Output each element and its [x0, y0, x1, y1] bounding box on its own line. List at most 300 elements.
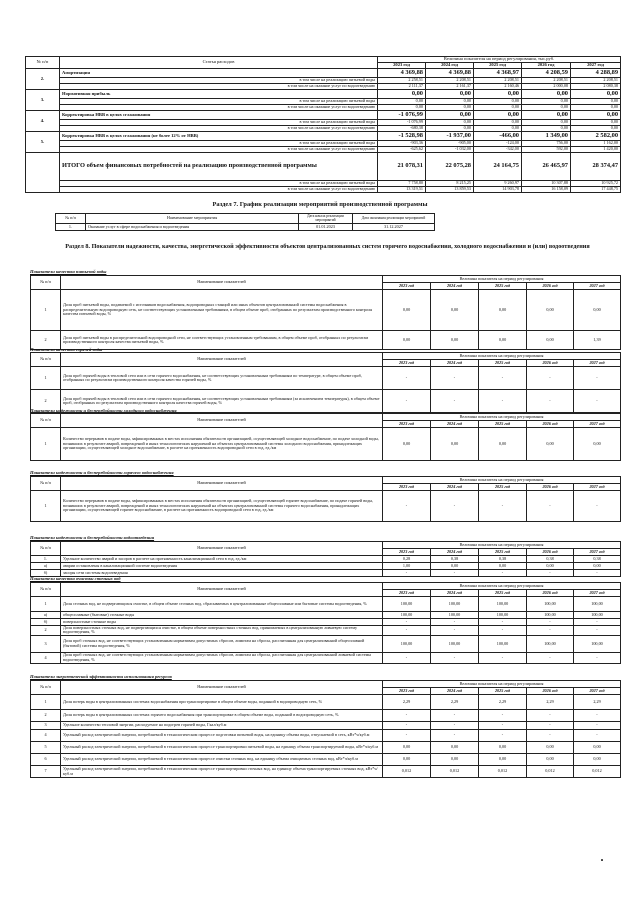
row-value: 4 369,88: [426, 69, 474, 78]
row-text: Удельный расход электрической энергии, потребляемой в технологическом процессе подготовки питьевой воды, на единицу объема воды, отпускаемой в сеть, кВт*ч/куб.м: [61, 730, 383, 742]
row-text: Удельное количество тепловой энергии, расходуемое на подогрев горячей воды, Гкал/куб.м: [61, 722, 383, 730]
col-article-header: Статья расходов: [60, 57, 378, 69]
indicator-row: [31, 710, 621, 722]
row-value: -: [527, 626, 574, 636]
indicator-table: [30, 275, 621, 350]
row-value: 1,39: [574, 331, 621, 350]
col-name-header: Наименование показателей: [61, 542, 383, 556]
year-header: 2025 год: [479, 484, 527, 491]
row-value: 0,00: [479, 290, 527, 331]
row-value: 0,012: [527, 766, 574, 778]
row-value: 0,00: [527, 290, 574, 331]
row-number: 5.: [26, 132, 60, 153]
subrow-value: 0,00: [571, 126, 621, 132]
col-name-header: Наименование показателей: [61, 583, 383, 597]
row-value: 0,012: [383, 766, 431, 778]
year-header: 2025 год: [479, 283, 527, 290]
subrow-value: 0,00: [426, 126, 474, 132]
col-num-header: № п/п: [31, 542, 61, 556]
indicator-table: [30, 476, 621, 522]
subrow-value: 14 903,78: [474, 187, 522, 193]
subrow-value: 0,00: [571, 99, 621, 105]
subrow-label: в том числе на реализацию питьевой воды: [60, 120, 378, 126]
row-number: 1: [31, 428, 61, 461]
col-num-header: № п/п: [26, 57, 60, 69]
total-row: [26, 153, 621, 181]
row-value: 0,38: [574, 556, 621, 563]
row-value: -1 937,00: [426, 132, 474, 141]
expense-row: [26, 69, 621, 78]
row-value: -: [383, 730, 431, 742]
row-value: 100,00: [383, 612, 431, 619]
year-header: 2027 год: [571, 63, 621, 69]
row-value: 0,00: [426, 90, 474, 99]
indicator-header-row: [31, 583, 621, 590]
row-value: -: [431, 491, 479, 522]
subrow-value: 0,00: [426, 120, 474, 126]
subrow-value: 0,00: [522, 120, 571, 126]
row-number: 4.: [26, 111, 60, 132]
row-value: 0,00: [431, 563, 479, 570]
subrow-value: 2 111,37: [378, 84, 426, 90]
row-number: 4: [31, 652, 61, 663]
row-value: -: [431, 652, 479, 663]
row-value: 0,00: [474, 111, 522, 120]
row-value: -: [383, 491, 431, 522]
row-text: Удельный расход электрической энергии, потребляемой в технологическом процессе транспортировки питьевой воды, на единицу объема транспортируемой воды, кВт*ч/куб.м: [61, 742, 383, 754]
indicator-table: [30, 352, 621, 413]
row-value: -: [383, 710, 431, 722]
total-number: [26, 153, 60, 193]
subrow-value: -1 076,99: [378, 120, 426, 126]
subrow-value: -680,38: [378, 126, 426, 132]
subrow-value: -625,62: [378, 147, 426, 153]
subrow-value: 756,00: [522, 141, 571, 147]
row-value: 0,00: [527, 563, 574, 570]
row-text: Доля проб горячей воды в тепловой сети или в сети горячего водоснабжения, не соответствующих установленным требованиям по температуре, в общем объеме проб, отобранных по результатам производственного контроля качества горячей воды, %: [61, 367, 383, 390]
row-number: 3.: [26, 90, 60, 111]
total-value: 26 465,97: [522, 153, 571, 181]
scan-speck: [601, 859, 603, 861]
subrow-value: 2 208,51: [474, 78, 522, 84]
row-value: -: [527, 570, 574, 577]
col-num-header: № п/п: [31, 477, 61, 491]
row-number: 1: [31, 695, 61, 710]
row-value: 100,00: [574, 612, 621, 619]
row-value: -: [574, 626, 621, 636]
row-value: -: [574, 710, 621, 722]
row-number: б): [31, 619, 61, 626]
row-text: общесплавные (бытовые) сточные воды: [61, 612, 383, 619]
row-value: 0,00: [479, 754, 527, 766]
row-number: 3: [31, 722, 61, 730]
row-end-date: 31.12.2027: [353, 224, 435, 231]
indicator-row: [31, 626, 621, 636]
col-name-header: Наименование показателей: [61, 276, 383, 290]
row-value: -466,00: [474, 132, 522, 141]
row-value: -: [574, 730, 621, 742]
row-value: 100,00: [527, 635, 574, 652]
subrow-value: 2 208,51: [522, 78, 571, 84]
row-value: -: [574, 619, 621, 626]
year-header: 2027 год: [574, 484, 621, 491]
year-header: 2025 год: [479, 360, 527, 367]
subrow-value: 16 158,09: [522, 187, 571, 193]
subrow-value: -1 032,00: [426, 147, 474, 153]
row-value: 100,00: [383, 635, 431, 652]
subrow-label: в том числе на реализацию питьевой воды: [60, 99, 378, 105]
row-value: 1 349,00: [522, 132, 571, 141]
subrow-value: 0,00: [522, 105, 571, 111]
row-text: Количество перерывов в подаче воды, зафиксированных в местах исполнения обязательств организацией, осуществляющей холодное водоснабжение, по подаче холодной воды, возникших в результате аварий, повреждений и иных технологических нарушений на объектах централизованной системы холодного водоснабжения, принадлежащих организации, осуществляющей холодное водоснабжение, в расчете на протяженность водопроводной сети в год, ед./км: [61, 428, 383, 461]
expenses-table: [25, 56, 621, 193]
row-number: 3: [31, 635, 61, 652]
row-value: 0,00: [383, 331, 431, 350]
subrow-label: в том числе на оказание услуг по водоотведению: [60, 84, 378, 90]
row-value: 0,00: [479, 742, 527, 754]
col-group-header: Величина показателя на период регулирования: [383, 681, 621, 688]
row-value: -: [479, 570, 527, 577]
row-value: -: [479, 367, 527, 390]
year-header: 2027 год: [574, 421, 621, 428]
year-header: 2027 год: [574, 549, 621, 556]
row-value: -: [431, 730, 479, 742]
col-name-header: Наименование показателей: [61, 477, 383, 491]
row-value: 2,29: [574, 695, 621, 710]
row-value: 0,00: [383, 428, 431, 461]
subrow-value: 0,00: [474, 105, 522, 111]
row-value: 0,00: [571, 111, 621, 120]
year-header: 2026 год: [527, 590, 574, 597]
row-name: Корректировка НВВ в целях сглаживания (не более 12% от НВВ): [60, 132, 378, 141]
row-value: -: [383, 722, 431, 730]
indicator-row: [31, 652, 621, 663]
row-number: 2.: [26, 69, 60, 90]
indicator-header-row: [31, 353, 621, 360]
indicator-table: [30, 582, 621, 664]
row-value: -: [383, 619, 431, 626]
row-text: Доля проб горячей воды в тепловой сети или в сети горячего водоснабжения, не соответствующих установленным требованиям (за исключением температуры), в общем объеме проб, отобранных по результатам производственного контроля качества горячей воды, %: [61, 390, 383, 413]
row-value: 4 368,97: [474, 69, 522, 78]
group-title: Показатели качества горячей воды: [30, 347, 103, 352]
row-value: -1 076,99: [378, 111, 426, 120]
indicator-row: [31, 766, 621, 778]
year-header: 2025 год: [474, 63, 522, 69]
indicator-row: [31, 331, 621, 350]
indicator-header-row: [31, 542, 621, 549]
row-value: 100,00: [479, 597, 527, 612]
subrow-value: 0,00: [571, 120, 621, 126]
subrow-label: в том числе на оказание услуг по водоотведению: [60, 126, 378, 132]
year-header: 2025 год: [479, 688, 527, 695]
row-value: -: [574, 652, 621, 663]
row-text: Удельный расход электрической энергии, потребляемой в технологическом процессе очистки сточных вод, на единицу объема очищаемых сточных вод, кВт*ч/куб.м: [61, 754, 383, 766]
row-value: -: [574, 570, 621, 577]
row-value: 0,00: [431, 290, 479, 331]
row-value: -: [431, 367, 479, 390]
subrow-value: 2 080,38: [571, 84, 621, 90]
row-value: 0,00: [431, 331, 479, 350]
row-text: Доля сточных вод, не подвергающихся очистке, в общем объеме сточных вод, сбрасываемых в централизованные общесплавные или бытовые системы водоотведения, %: [61, 597, 383, 612]
year-header: 2026 год: [527, 283, 574, 290]
row-number: 5: [31, 742, 61, 754]
col-group-header: Величина показателя на период регулирования: [383, 583, 621, 590]
row-value: -: [431, 570, 479, 577]
row-number: 2: [31, 710, 61, 722]
row-value: 100,00: [574, 635, 621, 652]
year-header: 2026 год: [527, 484, 574, 491]
row-text: аварии остановлены в канализационной системе водоотведения: [61, 563, 383, 570]
year-header: 2025 год: [479, 590, 527, 597]
subrow-value: 7 758,80: [378, 181, 426, 187]
subrow-value: 0,00: [571, 105, 621, 111]
total-value: 22 075,28: [426, 153, 474, 181]
row-name: Нормативная прибыль: [60, 90, 378, 99]
row-value: 0,00: [431, 754, 479, 766]
total-subrow: [26, 187, 621, 193]
row-text: Доля проб питьевой воды, подаваемой с источников водоснабжения, водопроводных станций или иных объектов централизованной системы водоснабжения в распределительную водопроводную сеть, не соответствующих установленным требованиям, в общем объеме проб, отобранных по результатам производственного контроля качества питьевой воды, %: [61, 290, 383, 331]
row-value: 0,00: [522, 90, 571, 99]
row-value: -: [527, 491, 574, 522]
subrow-value: 0,00: [378, 99, 426, 105]
col-end-header: Дата окончания реализации мероприятий: [353, 214, 435, 224]
subrow-value: 8 215,25: [426, 181, 474, 187]
expense-row: [26, 111, 621, 120]
indicator-row: [31, 290, 621, 331]
row-value: -: [479, 619, 527, 626]
year-header: 2026 год: [527, 360, 574, 367]
section8-title: Раздел 8. Показатели надежности, качества, энергетической эффективности объектов централизованных систем горячего водоснабжения, холодного водоснабжения и (или) водоотведения: [65, 243, 590, 250]
row-value: 100,00: [431, 597, 479, 612]
year-header: 2026 год: [522, 63, 571, 69]
subrow-label: в том числе на оказание услуг по водоотведению: [60, 147, 378, 153]
subrow-label: в том числе на оказание услуг по водоотведению: [60, 105, 378, 111]
row-value: 100,00: [431, 635, 479, 652]
row-value: 0,00: [383, 742, 431, 754]
row-value: 0,00: [378, 90, 426, 99]
row-number: 1: [31, 491, 61, 522]
row-value: 0,38: [479, 556, 527, 563]
year-header: 2024 год: [431, 421, 479, 428]
row-value: 0,00: [527, 331, 574, 350]
row-value: -: [527, 367, 574, 390]
year-header: 2024 год: [431, 590, 479, 597]
subrow-value: 1 420,00: [571, 147, 621, 153]
row-value: -: [431, 390, 479, 413]
row-number: 1: [31, 367, 61, 390]
col-num-header: № п/п: [31, 681, 61, 695]
row-value: 0,00: [574, 428, 621, 461]
col-group-header: Величина показателя на период регулирования: [383, 542, 621, 549]
col-num-header: № п/п: [31, 353, 61, 367]
group-title: Показатели надежности и бесперебойности горячего водоснабжения: [30, 470, 174, 475]
row-text: Доля проб сточных вод, не соответствующих установленным нормативам допустимых сбросов, лимитам на сбросы, рассчитанная для централизованной общесплавной (бытовой) системы водоотведения, %: [61, 635, 383, 652]
row-value: -: [574, 390, 621, 413]
col-num-header: № п/п: [31, 276, 61, 290]
row-value: -: [574, 722, 621, 730]
indicator-row: [31, 635, 621, 652]
table-header-row: [26, 57, 621, 63]
row-text: Удельное количество аварий и засоров в расчете на протяженность канализационной сети в год, ед./км: [61, 556, 383, 563]
group-title: Показатели энергетической эффективности использования ресурсов: [30, 674, 172, 679]
row-value: 0,00: [431, 428, 479, 461]
subrow-value: 2 160,46: [474, 84, 522, 90]
indicator-header-row: [31, 477, 621, 484]
row-number: 1: [31, 597, 61, 612]
row-value: 2,29: [527, 695, 574, 710]
col-name-header: Наименование показателей: [61, 681, 383, 695]
row-value: 0,38: [527, 556, 574, 563]
subrow-value: 0,00: [474, 126, 522, 132]
indicator-header-row: [31, 681, 621, 688]
row-value: -: [527, 619, 574, 626]
subrow-value: -124,00: [474, 141, 522, 147]
subrow-value: 10 925,72: [571, 181, 621, 187]
subrow-label: в том числе на реализацию питьевой воды: [60, 181, 378, 187]
row-value: -: [527, 390, 574, 413]
subrow-value: 2 161,37: [426, 84, 474, 90]
row-value: 2,29: [479, 695, 527, 710]
total-name: ИТОГО объем финансовых потребностей на реализацию производственной программы: [60, 153, 378, 181]
expense-row: [26, 90, 621, 99]
subrow-value: 2 000,08: [522, 84, 571, 90]
col-num-header: № п/п: [56, 214, 86, 224]
row-text: Количество перерывов в подаче воды, зафиксированных в местах исполнения обязательств организацией, осуществляющей горячее водоснабжение, по подаче горячей воды, возникших в результате аварий, повреждений и иных технологических нарушений на объектах централизованной системы горячего водоснабжения, принадлежащих организации, осуществляющей горячее водоснабжение, в расчете на протяженность водопроводной сети в год, ед./км: [61, 491, 383, 522]
year-header: 2027 год: [574, 590, 621, 597]
row-number: б): [31, 570, 61, 577]
row-value: 100,00: [527, 612, 574, 619]
indicator-header-row: [31, 276, 621, 283]
subrow-value: 2 258,51: [378, 78, 426, 84]
year-header: 2024 год: [431, 688, 479, 695]
subrow-label: в том числе на оказание услуг по водоотведению: [60, 187, 378, 193]
row-number: 7: [31, 766, 61, 778]
total-value: 24 164,75: [474, 153, 522, 181]
row-value: 100,00: [527, 597, 574, 612]
row-value: -: [431, 626, 479, 636]
expense-row: [26, 132, 621, 141]
indicator-row: [31, 491, 621, 522]
row-value: 0,38: [431, 556, 479, 563]
row-value: 0,00: [574, 563, 621, 570]
col-group-header: Величина показателя на период регулирования, тыс.руб.: [378, 57, 621, 63]
subrow-value: 0,00: [426, 99, 474, 105]
row-text: засоры сети системы водоотведения: [61, 570, 383, 577]
year-header: 2023 год: [383, 549, 431, 556]
year-header: 2026 год: [527, 549, 574, 556]
row-number: 2: [31, 390, 61, 413]
col-name-header: Наименование мероприятия: [86, 214, 299, 224]
row-value: 0,00: [527, 742, 574, 754]
subrow-label: в том числе на реализацию питьевой воды: [60, 141, 378, 147]
year-header: 2024 год: [431, 484, 479, 491]
group-title: Показатели надежности и бесперебойности водоотведения: [30, 535, 155, 540]
year-header: 2023 год: [383, 283, 431, 290]
subrow-value: 0,00: [474, 99, 522, 105]
row-value: 2 582,00: [571, 132, 621, 141]
row-value: 0,00: [479, 331, 527, 350]
row-text: Доля поверхностных сточных вод, не подвергающихся очистке, в общем объеме поверхностных сточных вод, принимаемых в централизованную ливневую систему водоотведения, %: [61, 626, 383, 636]
row-value: -: [431, 619, 479, 626]
subrow-value: -903,36: [378, 141, 426, 147]
subrow-value: 0,00: [378, 105, 426, 111]
col-group-header: Величина показателя на период регулирования: [383, 477, 621, 484]
subrow-value: 13 319,51: [378, 187, 426, 193]
row-value: 0,00: [574, 754, 621, 766]
row-name: Амортизация: [60, 69, 378, 78]
subrow-value: 0,00: [426, 105, 474, 111]
indicator-table: [30, 413, 621, 461]
row-value: -: [383, 652, 431, 663]
subrow-value: 0,00: [522, 126, 571, 132]
row-value: -: [527, 652, 574, 663]
row-value: -: [383, 390, 431, 413]
total-value: 21 078,31: [378, 153, 426, 181]
subrow-value: 13 859,53: [426, 187, 474, 193]
row-value: -: [574, 367, 621, 390]
row-text: Доля потерь воды в централизованных системах горячего водоснабжения при транспортировке в общем объеме воды, поданной в водопроводную сеть, %: [61, 710, 383, 722]
row-number: а): [31, 563, 61, 570]
indicator-row: [31, 742, 621, 754]
year-header: 2024 год: [431, 549, 479, 556]
year-header: 2024 год: [426, 63, 474, 69]
year-header: 2026 год: [527, 688, 574, 695]
row-text: Удельный расход электрической энергии, потребляемой в технологическом процессе транспортировки сточных вод, на единицу объема транспортируемых сточных вод, кВт*ч/куб.м: [61, 766, 383, 778]
row-value: 0,00: [527, 754, 574, 766]
row-number: 1.: [31, 556, 61, 563]
row-text: поверхностные сточные воды: [61, 619, 383, 626]
row-value: 0,00: [571, 90, 621, 99]
year-header: 2023 год: [383, 360, 431, 367]
indicator-header-row: [31, 414, 621, 421]
indicator-row: [31, 556, 621, 563]
subrow-label: в том числе на реализацию питьевой воды: [60, 78, 378, 84]
section7-title: Раздел 7. График реализации мероприятий производственной программы: [212, 201, 428, 208]
indicator-row: [31, 597, 621, 612]
year-header: 2027 год: [574, 283, 621, 290]
row-value: 0,012: [479, 766, 527, 778]
row-number: 6: [31, 754, 61, 766]
total-value: 28 374,47: [571, 153, 621, 181]
group-title: Показатели качества очистки сточных вод: [30, 576, 121, 581]
row-value: -1 528,98: [378, 132, 426, 141]
row-value: 100,00: [574, 597, 621, 612]
year-header: 2024 год: [431, 283, 479, 290]
row-value: -: [479, 652, 527, 663]
indicator-row: [31, 619, 621, 626]
row-value: -: [527, 710, 574, 722]
year-header: 2025 год: [479, 549, 527, 556]
row-value: 4 208,59: [522, 69, 571, 78]
year-header: 2023 год: [383, 484, 431, 491]
year-header: 2023 год: [378, 63, 426, 69]
row-value: 100,00: [383, 597, 431, 612]
indicator-row: [31, 722, 621, 730]
row-value: 100,00: [431, 612, 479, 619]
row-value: -: [479, 626, 527, 636]
subrow-value: 0,00: [474, 120, 522, 126]
row-value: 0,00: [574, 290, 621, 331]
row-value: 4 369,88: [378, 69, 426, 78]
col-group-header: Величина показателя на период регулирования: [383, 353, 621, 360]
row-value: 1,00: [383, 563, 431, 570]
subrow-value: 592,00: [522, 147, 571, 153]
col-group-header: Величина показателя на период регулирования: [383, 414, 621, 421]
indicator-row: [31, 612, 621, 619]
year-header: 2023 год: [383, 421, 431, 428]
row-value: -: [479, 722, 527, 730]
row-value: 0,00: [574, 742, 621, 754]
